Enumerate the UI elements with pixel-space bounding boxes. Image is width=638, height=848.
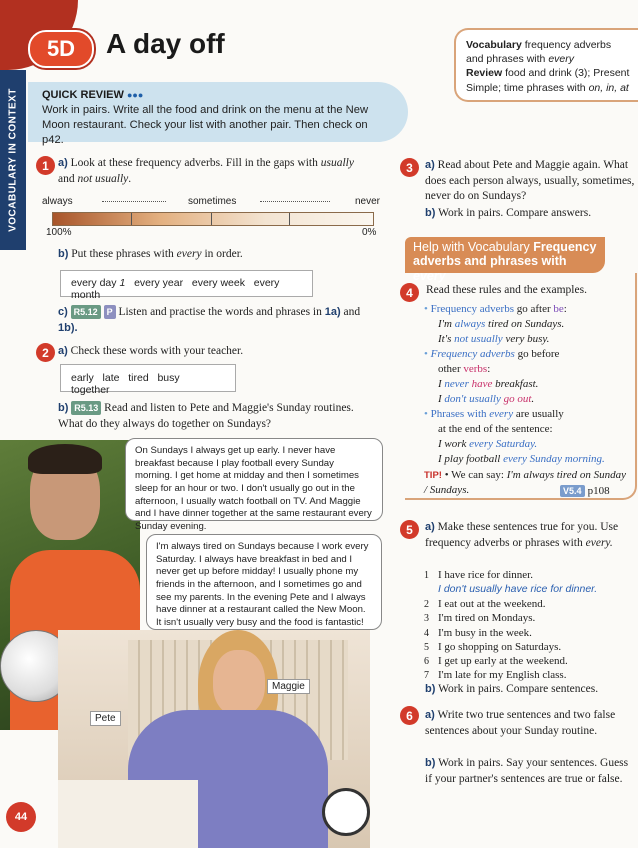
scale-never: never: [355, 196, 381, 207]
ex5a-text: Make these sentences true for you. Use frequency adverbs or phrases with: [425, 521, 619, 549]
ex3b-label: b): [425, 207, 436, 219]
audio-track-tag[interactable]: R5.12: [71, 305, 101, 319]
item-number: 2: [424, 598, 429, 610]
rule-1: • Frequency adverbs go after be:: [424, 303, 567, 315]
quick-review-box: [28, 82, 408, 147]
ex1a-em1: usually: [320, 157, 354, 169]
ex3a-label: a): [425, 159, 435, 171]
exercise-1b: [58, 247, 358, 263]
pronunciation-tag: P: [104, 305, 116, 319]
example-6: [424, 452, 630, 467]
list-item: [424, 654, 634, 668]
frequency-scale: [40, 196, 385, 240]
word-tired: tired: [128, 372, 149, 384]
ex6a-text: Write two true sentences and two false sentences about your Sunday routine.: [425, 709, 616, 737]
audio-track-tag-2[interactable]: R5.13: [71, 401, 101, 415]
side-tab-label: VOCABULARY IN CONTEXT: [7, 88, 19, 232]
exercise-2b: [58, 401, 378, 432]
ex1c-text: Listen and practise the words and phrases in: [118, 306, 322, 318]
exercise-5-number: 5: [400, 520, 419, 539]
tip: TIP! • We can say: I'm always tired on Sunday / Sundays.: [424, 469, 626, 497]
review-em: on, in, at: [588, 81, 629, 94]
exercise-3a: [425, 158, 635, 205]
rule-3: • Phrases with every are usually: [424, 407, 564, 420]
item-text: I get up early at the weekend.: [438, 655, 568, 668]
help-with-vocabulary-header: [405, 237, 605, 283]
rule-1-term: Frequency adverbs: [430, 303, 514, 315]
reference-tag: V5.4: [560, 485, 585, 497]
ex-1a: I'm: [438, 317, 452, 330]
ex1c-and: and: [343, 306, 361, 318]
rule-2-text: go before: [517, 347, 560, 360]
review-text-2: Simple; time phrases with: [466, 81, 586, 94]
vocab-text-2: and phrases with: [466, 53, 546, 66]
ex2a-label: a): [58, 345, 68, 357]
ex-1c: tired on Sundays.: [488, 317, 565, 330]
word-early: early: [71, 372, 94, 384]
ex1a-label: a): [58, 157, 68, 169]
exercise-6a: [425, 708, 635, 739]
clock-image: [322, 788, 370, 836]
vocabulary-review-box: [454, 28, 638, 102]
rule-1-be: be: [553, 303, 564, 315]
item-text: I'm tired on Mondays.: [438, 612, 536, 625]
rule-2-cont: other verbs:: [438, 362, 491, 375]
vocab-text: frequency adverbs: [524, 39, 612, 51]
list-item: [424, 640, 634, 654]
quick-review-text: Work in pairs. Write all the food and drink on the menu at the New Moon restaurant. Check your list with another pair. Then check on p42.: [42, 103, 369, 147]
item-text: I have rice for dinner.: [438, 569, 533, 581]
pete-hair: [28, 444, 102, 474]
rule-2-term: Frequency adverbs: [430, 347, 515, 360]
quick-review-heading: QUICK REVIEW: [42, 89, 124, 101]
breakfast-tray: [58, 780, 198, 848]
pete-speech-bubble: On Sundays I always get up early. I never have breakfast because I play football every Sunday morning. I get home at midday and then I sometimes sleep for an hour or two. I don't usually go out in the afternoon, I usually watch football on TV. And Maggie and I have dinner together at the same restaurant every Sunday evening.: [125, 438, 383, 521]
phrase-order-1: 1: [119, 277, 126, 289]
rule-3-text: are usually: [515, 407, 564, 420]
help-subtitle: Frequency adverbs and phrases with: [413, 240, 597, 269]
exercise-2a: [58, 344, 358, 360]
exercise-2-number: 2: [36, 343, 55, 362]
exercise-3b: [425, 206, 635, 222]
exercise-4-intro: Read these rules and the examples.: [426, 284, 587, 296]
ex-2b: not usually: [454, 332, 503, 345]
phrase-every-week: every week: [191, 277, 245, 289]
ex1a-em2: not usually: [77, 172, 129, 185]
ex1c-ref2: 1b).: [58, 321, 78, 334]
item-number: 1: [424, 570, 429, 581]
ex2a-text: Check these words with your teacher.: [70, 345, 244, 357]
page-number: 44: [6, 802, 36, 832]
rule-2-verbs: verbs: [463, 362, 488, 375]
word-together: together: [71, 384, 110, 396]
ex1a-text: Look at these frequency adverbs. Fill in the gaps with: [70, 157, 318, 169]
maggie-speech-bubble: I'm always tired on Sundays because I work every Saturday. I always have breakfast in bed and I never get up before midday! I usually phone my friends in the afternoon, and I sometimes go and see my parents. In the evening Pete and I always have dinner at a restaurant called the New Moon. It isn't usually very busy and the food is fantastic!: [146, 534, 382, 630]
item-text: I'm busy in the week.: [438, 626, 532, 639]
ex-6a: I play football: [438, 452, 501, 465]
item-number: 5: [424, 641, 429, 653]
ex-2a: It's: [438, 332, 452, 345]
exercise-5b: [425, 682, 635, 698]
exercise-3-number: 3: [400, 158, 419, 177]
example-answer: I don't usually have rice for dinner.: [438, 583, 598, 596]
ex1b-text: Put these phrases with: [71, 248, 174, 260]
tip-em: I'm always tired on Sunday / Sundays.: [424, 469, 626, 497]
unit-badge: 5D: [28, 30, 94, 68]
ex1c-label: c): [58, 306, 68, 318]
word-busy: busy: [157, 372, 180, 384]
ex-4b: don't usually: [444, 392, 501, 405]
scale-100: 100%: [46, 227, 72, 238]
scale-sometimes: sometimes: [188, 196, 237, 207]
maggie-photo: [58, 630, 370, 848]
rule-3-term: Phrases with: [430, 407, 487, 420]
item-text: I go shopping on Saturdays.: [438, 640, 562, 653]
ex-3c: have: [471, 377, 493, 390]
rule-2: • Frequency adverbs go before: [424, 347, 560, 360]
grammar-reference[interactable]: [560, 485, 610, 497]
review-label: Review: [466, 67, 503, 80]
ex6b-label: b): [425, 757, 436, 769]
tip-label: TIP!: [424, 470, 442, 482]
example-2: [424, 332, 630, 347]
list-item-example: [424, 582, 634, 597]
review-text: food and drink (3); Present: [505, 67, 630, 80]
ex-3b: never: [444, 377, 469, 390]
list-item: [424, 597, 634, 611]
rule-2-other: other: [438, 362, 461, 375]
ex-1b: always: [454, 317, 486, 330]
exercise-4-number: 4: [400, 283, 419, 302]
ex1b-em: every: [176, 248, 202, 260]
rule-3-cont: at the end of the sentence:: [438, 422, 553, 435]
ex-4a: I: [438, 392, 442, 405]
help-title: Help with Vocabulary: [413, 240, 530, 254]
example-5: [424, 437, 630, 452]
item-number: 6: [424, 656, 429, 668]
page-title: A day off: [106, 28, 225, 59]
rule-3-every: every: [489, 407, 514, 420]
exercise-1c: [58, 305, 370, 336]
ex1c-ref: 1a): [324, 306, 341, 318]
ex-3a: I: [438, 377, 442, 390]
exercise-6b: [425, 756, 635, 787]
scale-bar: [52, 212, 374, 226]
help-subtitle-em: every: [413, 268, 446, 283]
exercise-4-rules: [424, 302, 630, 498]
quick-review-dots: ●●●: [126, 90, 144, 100]
maggie-label: Maggie: [267, 679, 310, 694]
rule-1-text: go after: [516, 303, 551, 315]
item-text: I eat out at the weekend.: [438, 597, 546, 610]
ex6b-text: Work in pairs. Say your sentences. Guess if your partner's sentences are true or false.: [425, 757, 629, 785]
example-1: [424, 317, 630, 332]
ex-4c: go out: [503, 392, 532, 405]
maggie-face: [213, 650, 265, 716]
ex-6b: every Sunday morning.: [503, 452, 605, 465]
ex-3d: breakfast.: [495, 377, 539, 390]
exercise-1a: a) Look at these frequency adverbs. Fill in the gaps with usually and not usually.: [58, 157, 354, 185]
list-item: [424, 668, 634, 682]
ex2b-label: b): [58, 402, 69, 414]
vocab-label: Vocabulary: [466, 39, 522, 51]
scale-always: always: [42, 196, 73, 207]
vocab-em: every: [548, 53, 574, 66]
phrase-every-day: every day: [71, 277, 117, 289]
example-3: [424, 377, 630, 392]
ex6a-label: a): [425, 709, 435, 721]
list-item: [424, 611, 634, 625]
list-item: [424, 626, 634, 640]
ex5b-text: Work in pairs. Compare sentences.: [438, 683, 599, 695]
ex3b-text: Work in pairs. Compare answers.: [438, 207, 592, 219]
ex1a-and: and: [58, 172, 75, 185]
word-box: [60, 364, 236, 396]
scale-gap-1[interactable]: [102, 201, 166, 202]
exercise-6-number: 6: [400, 706, 419, 725]
ex5a-label: a): [425, 521, 435, 533]
ex-5a: I work: [438, 437, 467, 450]
ex2b-text: Read and listen to Pete and Maggie's Sunday routines. What do they always do together on Sundays?: [58, 402, 354, 430]
pete-label: Pete: [90, 711, 121, 726]
scale-0: 0%: [362, 227, 377, 238]
tip-text: We can say:: [451, 469, 504, 482]
item-number: 4: [424, 627, 429, 639]
ex3a-text: Read about Pete and Maggie again. What does each person always, usually, sometimes, never do on Sundays?: [425, 159, 635, 203]
item-text: I'm late for my English class.: [438, 669, 567, 682]
ex-2c: very busy.: [505, 332, 550, 345]
example-4: I don't usually go out.: [438, 392, 535, 405]
exercise-1-number: 1: [36, 156, 55, 175]
item-number: 7: [424, 670, 429, 682]
scale-gap-2[interactable]: [260, 201, 330, 202]
exercise-5a: [425, 520, 630, 551]
item-number: 3: [424, 613, 429, 625]
ex5b-label: b): [425, 683, 436, 695]
ex1b-text2: in order.: [204, 248, 243, 260]
phrase-box: [60, 270, 313, 301]
exercise-5-list: [424, 568, 634, 683]
ex1b-label: b): [58, 248, 69, 260]
ex-5b: every Saturday.: [469, 437, 538, 450]
list-item: [424, 568, 634, 582]
phrase-every-year: every year: [134, 277, 184, 289]
phrase-every-month: every month: [71, 277, 280, 301]
word-late: late: [102, 372, 120, 384]
reference-page: p108: [587, 485, 610, 497]
ex5a-em: every.: [585, 536, 613, 549]
